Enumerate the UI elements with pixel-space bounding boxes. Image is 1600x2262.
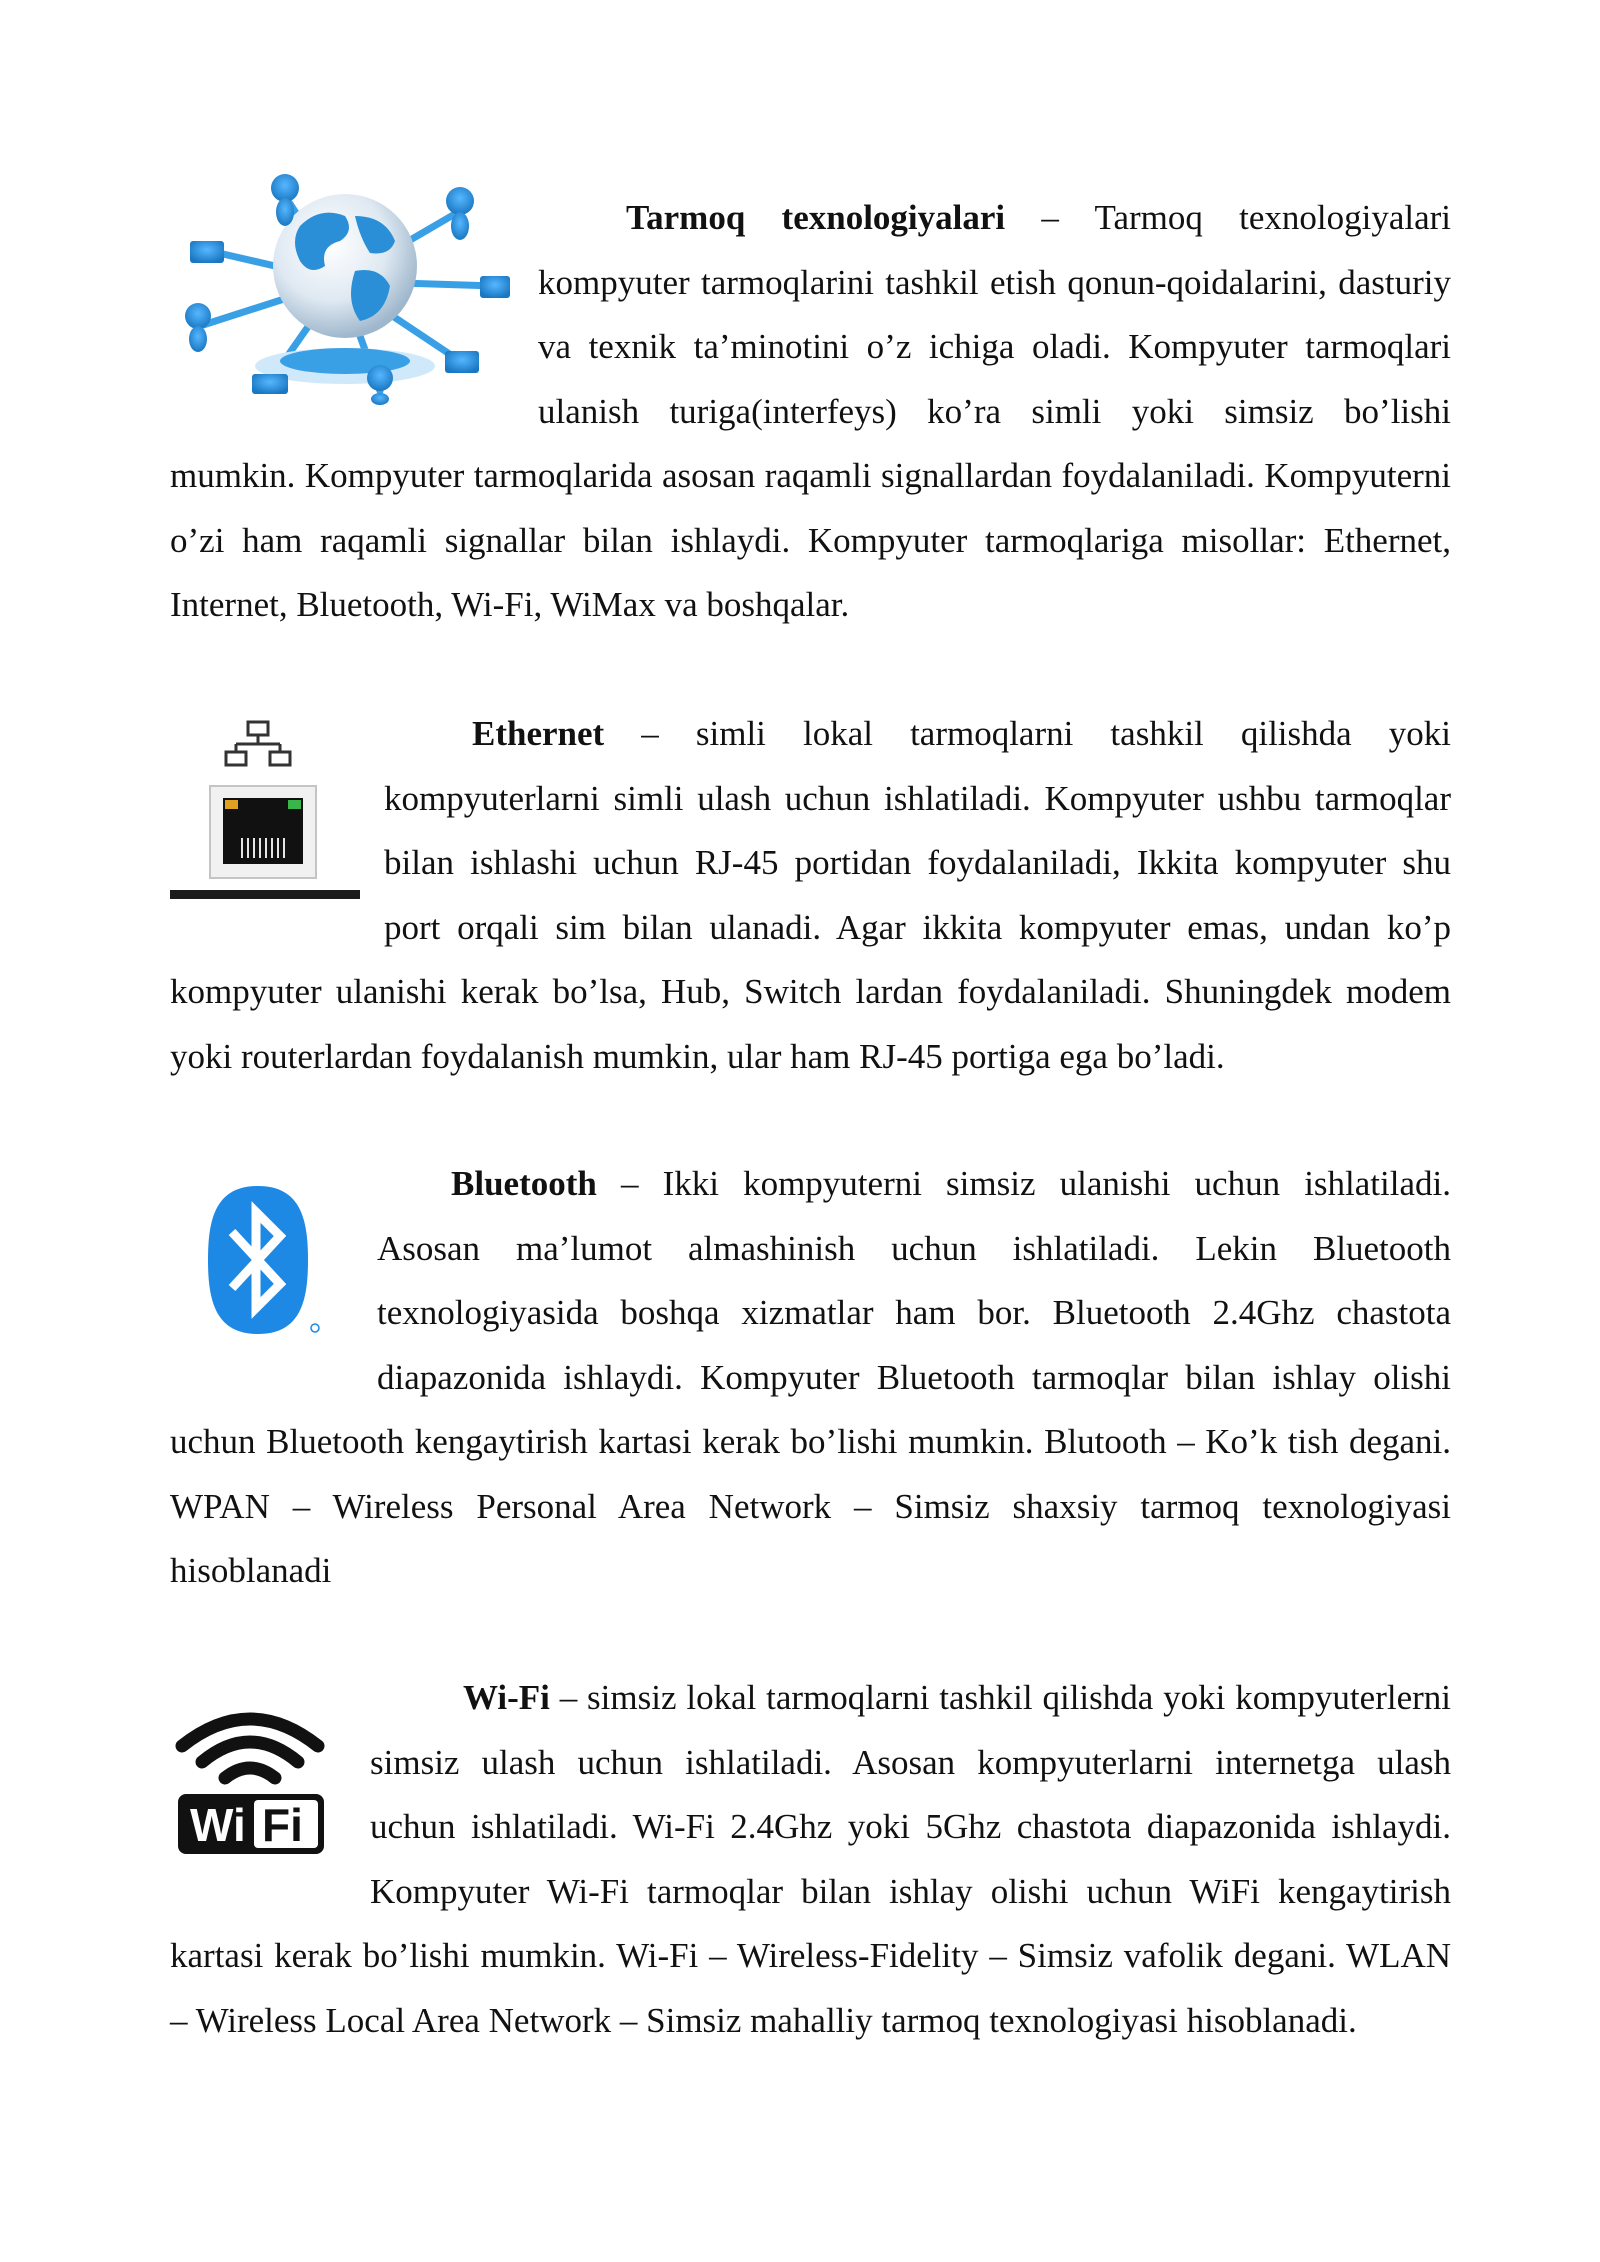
section-ethernet	[170, 702, 1451, 1089]
section-network-technologies	[170, 186, 1451, 638]
paragraph-text: – simli lokal tarmoqlarni tashkil qilishda yoki kompyuterlarni simli ulash uchun ishlatiladi. Kompyuter ushbu tarmoqlar bilan ishlashi uchun RJ-45 portidan foydalaniladi, Ikkita kompyuter shu port orqali sim bilan ulanadi. Agar ikkita kompyuter emas, undan ko’p kompyuter ulanishi kerak bo’lsa, Hub, Switch lardan foydalaniladi. Shuningdek modem yoki routerlardan foydalanish mumkin, ular ham RJ-45 portiga ega bo’ladi.	[170, 714, 1451, 1076]
section-bluetooth	[170, 1152, 1451, 1604]
term-heading: Ethernet	[472, 714, 605, 753]
bluetooth-icon	[170, 1180, 377, 1370]
term-heading: Wi-Fi	[463, 1678, 550, 1717]
term-heading: Bluetooth	[451, 1164, 597, 1203]
ethernet-port-icon	[170, 718, 384, 913]
term-heading: Tarmoq texnologiyalari	[626, 198, 1006, 237]
wifi-logo-fi: Fi	[262, 1799, 303, 1851]
paragraph-text: – Tarmoq texnologiyalari kompyuter tarmoqlarini tashkil etish qonun-qoidalarini, dasturiy va texnik ta’minotini o’z ichiga oladi. Kompyuter tarmoqlari ulanish turiga(interfeys) ko’ra simli yoki simsiz bo’lishi mumkin. Kompyuter tarmoqlarida asosan raqamli signallardan foydalaniladi. Kompyuterni o’zi ham raqamli signallar bilan ishlaydi. Kompyuter tarmoqlariga misollar: Ethernet, Internet, Bluetooth, Wi-Fi, WiMax va boshqalar.	[170, 198, 1451, 624]
wifi-logo-wi: Wi	[190, 1799, 246, 1851]
wifi-icon	[170, 1696, 370, 1891]
paragraph-text: – simsiz lokal tarmoqlarni tashkil qilishda yoki kompyuterlerni simsiz ulash uchun ishlatiladi. Asosan kompyuterlarni internetga ulash uchun ishlatiladi. Wi-Fi 2.4Ghz yoki 5Ghz chastota diapazonida ishlaydi. Kompyuter Wi-Fi tarmoqlar bilan ishlay olishi uchun WiFi kengaytirish kartasi kerak bo’lishi mumkin. Wi-Fi – Wireless-Fidelity – Simsiz vafolik degani. WLAN – Wireless Local Area Network – Simsiz mahalliy tarmoq texnologiyasi hisoblanadi.	[170, 1678, 1451, 2040]
network-globe-icon	[170, 156, 538, 414]
section-wifi	[170, 1666, 1451, 2053]
paragraph-text: – Ikki kompyuterni simsiz ulanishi uchun ishlatiladi. Asosan ma’lumot almashinish uchun ishlatiladi. Lekin Bluetooth texnologiyasida boshqa xizmatlar ham bor. Bluetooth 2.4Ghz chastota diapazonida ishlaydi. Kompyuter Bluetooth tarmoqlar bilan ishlay olishi uchun Bluetooth kengaytirish kartasi kerak bo’lishi mumkin. Blutooth – Ko’k tish degani. WPAN – Wireless Personal Area Network – Simsiz shaxsiy tarmoq texnologiyasi hisoblanadi	[170, 1164, 1451, 1590]
